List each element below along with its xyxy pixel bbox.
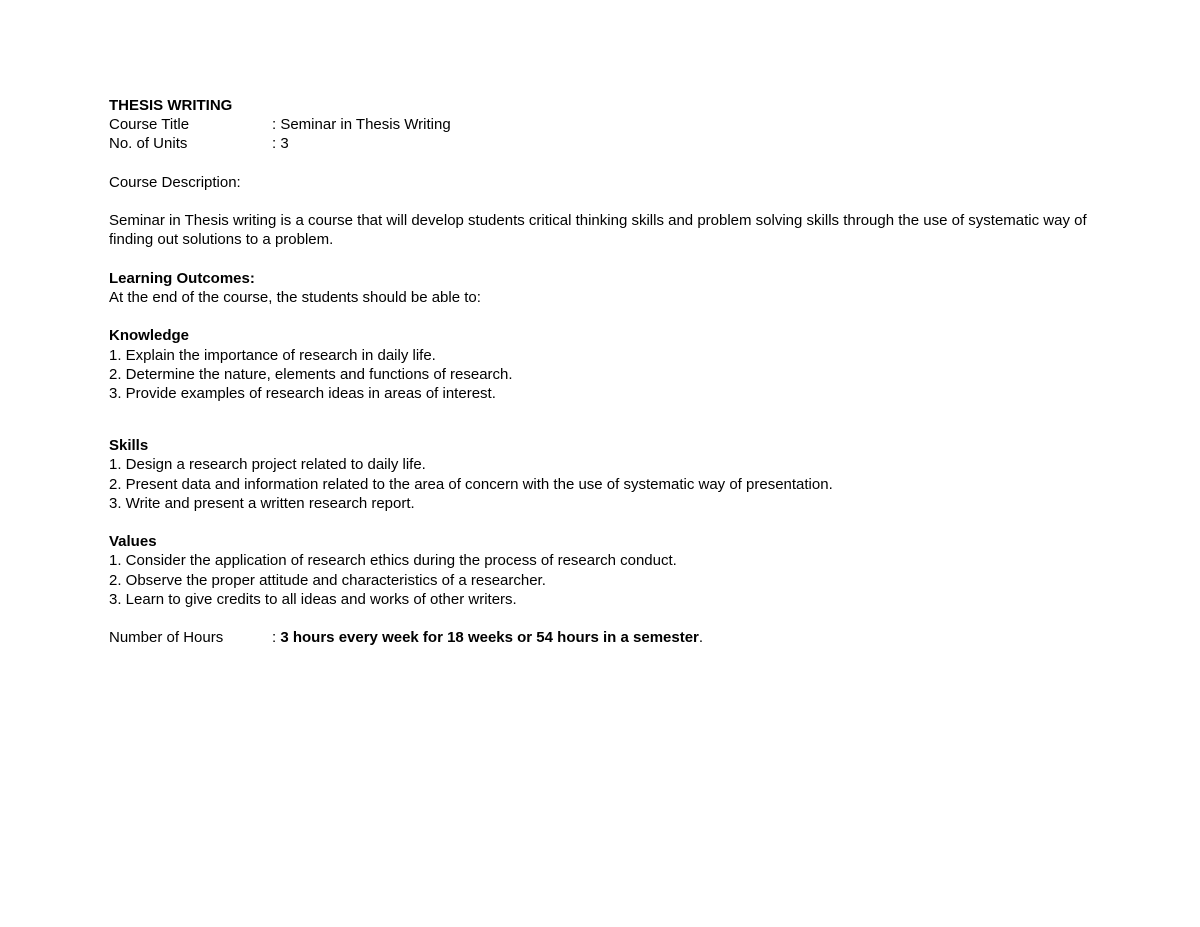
syllabus-document xyxy=(109,96,1089,647)
knowledge-heading: Knowledge xyxy=(109,327,190,345)
skills-item: 2. Present data and information related to the area of concern with the use of systematic way of presentation. xyxy=(109,475,833,493)
knowledge-item: 3. Provide examples of research ideas in areas of interest. xyxy=(109,384,496,402)
hours-value-line xyxy=(272,628,703,647)
spacer xyxy=(109,403,1089,436)
spacer xyxy=(109,307,1089,326)
units-label: No. of Units xyxy=(109,135,188,153)
course-title-value: : Seminar in Thesis Writing xyxy=(272,116,451,134)
outcomes-heading: Learning Outcomes: xyxy=(109,269,255,287)
hours-colon: : xyxy=(272,629,281,647)
skills-item: 1. Design a research project related to daily life. xyxy=(109,456,426,474)
hours-period: . xyxy=(698,629,704,647)
knowledge-item: 2. Determine the nature, elements and functions of research. xyxy=(109,365,513,383)
hours-value: 3 hours every week for 18 weeks or 54 hours in a semester xyxy=(280,629,699,647)
spacer xyxy=(109,192,1089,211)
spacer xyxy=(109,250,1089,269)
document-title: THESIS WRITING xyxy=(109,97,233,114)
skills-item: 3. Write and present a written research report. xyxy=(109,494,415,512)
outcomes-intro: At the end of the course, the students should be able to: xyxy=(109,288,481,306)
skills-heading: Skills xyxy=(109,437,149,455)
description-text: Seminar in Thesis writing is a course that will develop students critical thinking skills and problem solving skills through the use of systematic way of finding out solutions to a problem. xyxy=(109,212,1087,249)
values-heading: Values xyxy=(109,533,157,551)
spacer xyxy=(109,609,1089,628)
course-title-row xyxy=(109,115,1089,134)
hours-row xyxy=(109,628,1089,647)
values-item: 1. Consider the application of research ethics during the process of research conduct. xyxy=(109,552,677,570)
spacer xyxy=(109,513,1089,532)
units-row xyxy=(109,134,1089,153)
course-title-label: Course Title xyxy=(109,116,190,134)
units-value: : 3 xyxy=(272,135,289,153)
knowledge-item: 1. Explain the importance of research in daily life. xyxy=(109,346,436,364)
description-heading: Course Description: xyxy=(109,173,241,191)
hours-label: Number of Hours xyxy=(109,629,224,647)
values-item: 2. Observe the proper attitude and characteristics of a researcher. xyxy=(109,571,546,589)
values-item: 3. Learn to give credits to all ideas and works of other writers. xyxy=(109,590,517,608)
spacer xyxy=(109,154,1089,173)
